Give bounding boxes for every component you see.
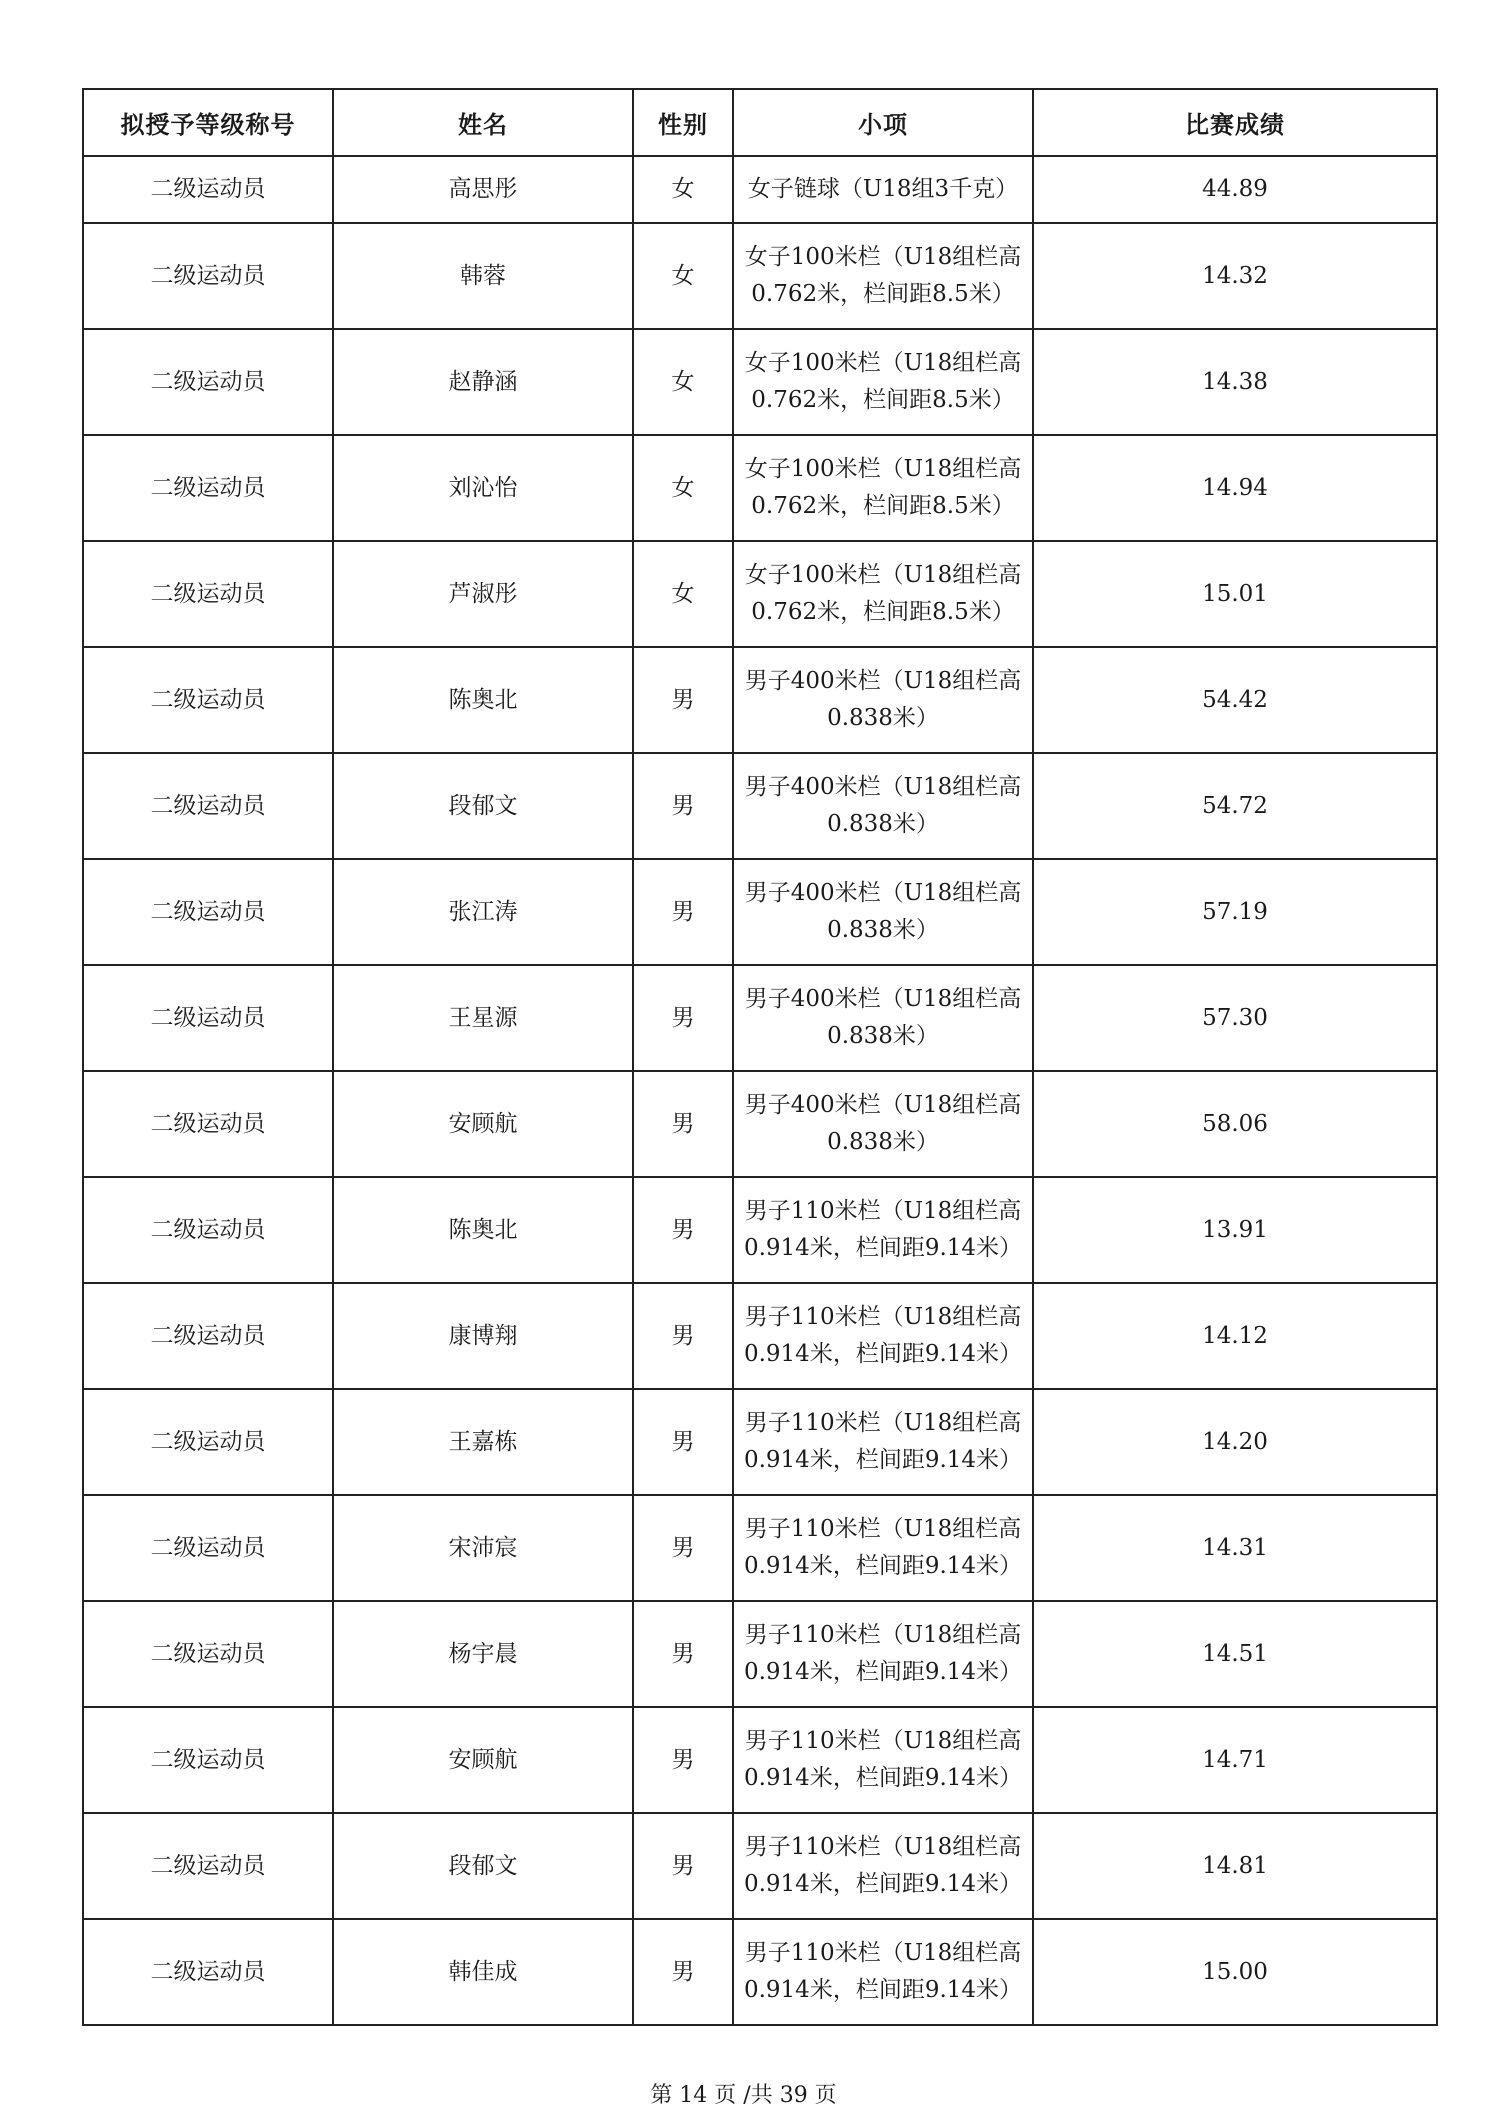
- athlete-table: [82, 88, 1438, 2026]
- event-line-2: 0.762米，栏间距8.5米）: [751, 281, 1015, 307]
- table-row: [83, 859, 1437, 965]
- header-sex: 性别: [633, 89, 733, 156]
- cell-score: 15.01: [1033, 541, 1437, 647]
- cell-sex: 女: [633, 223, 733, 329]
- header-name: 姓名: [333, 89, 633, 156]
- event-line-1: 男子400米栏（U18组栏高: [744, 880, 1022, 906]
- cell-sex: 男: [633, 859, 733, 965]
- cell-event: [733, 859, 1033, 965]
- cell-score: 15.00: [1033, 1919, 1437, 2025]
- cell-score: 44.89: [1033, 156, 1437, 223]
- event-line-2: 0.914米，栏间距9.14米）: [743, 1447, 1023, 1473]
- event-line-2: 0.838米）: [827, 1129, 939, 1155]
- event-line-2: 0.914米，栏间距9.14米）: [743, 1871, 1023, 1897]
- cell-level: 二级运动员: [83, 1071, 333, 1177]
- cell-name: 韩佳成: [333, 1919, 633, 2025]
- event-line-2: 0.762米，栏间距8.5米）: [751, 599, 1015, 625]
- table-row: [83, 647, 1437, 753]
- event-line-2: 0.914米，栏间距9.14米）: [743, 1235, 1023, 1261]
- table-row: [83, 753, 1437, 859]
- table-row: [83, 1389, 1437, 1495]
- event-line-1: 女子100米栏（U18组栏高: [744, 456, 1022, 482]
- cell-sex: 男: [633, 965, 733, 1071]
- table-row: [83, 329, 1437, 435]
- page-footer: [0, 2078, 1487, 2109]
- cell-name: 王嘉栋: [333, 1389, 633, 1495]
- header-level: 拟授予等级称号: [83, 89, 333, 156]
- cell-score: 58.06: [1033, 1071, 1437, 1177]
- event-line-2: 0.914米，栏间距9.14米）: [743, 1977, 1023, 2003]
- cell-sex: 女: [633, 156, 733, 223]
- cell-level: 二级运动员: [83, 329, 333, 435]
- cell-event: [733, 329, 1033, 435]
- cell-score: 14.94: [1033, 435, 1437, 541]
- event-line-1: 男子110米栏（U18组栏高: [744, 1516, 1022, 1542]
- event-line-1: 男子400米栏（U18组栏高: [744, 1092, 1022, 1118]
- event-line-1: 女子100米栏（U18组栏高: [744, 244, 1022, 270]
- event-line-2: 0.838米）: [827, 917, 939, 943]
- table-row: [83, 965, 1437, 1071]
- table-row: [83, 1177, 1437, 1283]
- cell-score: 54.42: [1033, 647, 1437, 753]
- cell-event: [733, 1177, 1033, 1283]
- cell-name: 高思彤: [333, 156, 633, 223]
- cell-event: [733, 156, 1033, 223]
- cell-score: 14.81: [1033, 1813, 1437, 1919]
- cell-level: 二级运动员: [83, 1495, 333, 1601]
- event-line-2: 0.838米）: [827, 811, 939, 837]
- cell-score: 57.19: [1033, 859, 1437, 965]
- cell-name: 杨宇晨: [333, 1601, 633, 1707]
- cell-level: 二级运动员: [83, 647, 333, 753]
- cell-level: 二级运动员: [83, 1389, 333, 1495]
- table-row: [83, 1707, 1437, 1813]
- cell-name: 张江涛: [333, 859, 633, 965]
- cell-score: 13.91: [1033, 1177, 1437, 1283]
- cell-name: 芦淑彤: [333, 541, 633, 647]
- cell-name: 陈奥北: [333, 647, 633, 753]
- event-line-2: 0.914米，栏间距9.14米）: [743, 1765, 1023, 1791]
- cell-name: 刘沁怡: [333, 435, 633, 541]
- header-score: 比赛成绩: [1033, 89, 1437, 156]
- cell-name: 安顾航: [333, 1707, 633, 1813]
- cell-name: 宋沛宸: [333, 1495, 633, 1601]
- table-row: [83, 156, 1437, 223]
- cell-score: 14.32: [1033, 223, 1437, 329]
- cell-score: 14.51: [1033, 1601, 1437, 1707]
- cell-sex: 男: [633, 1707, 733, 1813]
- cell-score: 57.30: [1033, 965, 1437, 1071]
- event-line-2: 0.838米）: [827, 705, 939, 731]
- event-line-1: 男子400米栏（U18组栏高: [744, 774, 1022, 800]
- cell-name: 赵静涵: [333, 329, 633, 435]
- cell-event: [733, 1283, 1033, 1389]
- cell-event: [733, 1389, 1033, 1495]
- cell-sex: 女: [633, 541, 733, 647]
- cell-sex: 男: [633, 1919, 733, 2025]
- cell-name: 韩蓉: [333, 223, 633, 329]
- page-number: 第 14 页 /共 39 页: [650, 2083, 837, 2108]
- cell-level: 二级运动员: [83, 156, 333, 223]
- table-row: [83, 1495, 1437, 1601]
- event-line-1: 男子110米栏（U18组栏高: [744, 1622, 1022, 1648]
- event-line-2: 0.914米，栏间距9.14米）: [743, 1659, 1023, 1685]
- cell-event: [733, 1601, 1033, 1707]
- table-row: [83, 435, 1437, 541]
- event-line-1: 男子400米栏（U18组栏高: [744, 668, 1022, 694]
- cell-level: 二级运动员: [83, 859, 333, 965]
- table-row: [83, 1071, 1437, 1177]
- cell-sex: 女: [633, 435, 733, 541]
- event-line-2: 0.762米，栏间距8.5米）: [751, 493, 1015, 519]
- cell-name: 段郁文: [333, 1813, 633, 1919]
- cell-event: [733, 223, 1033, 329]
- table-row: [83, 1813, 1437, 1919]
- cell-level: 二级运动员: [83, 1919, 333, 2025]
- cell-event: [733, 1495, 1033, 1601]
- table-row: [83, 1601, 1437, 1707]
- event-line-2: 0.914米，栏间距9.14米）: [743, 1553, 1023, 1579]
- event-line-1: 男子110米栏（U18组栏高: [744, 1728, 1022, 1754]
- cell-sex: 男: [633, 647, 733, 753]
- cell-event: [733, 1707, 1033, 1813]
- event-line-1: 男子110米栏（U18组栏高: [744, 1304, 1022, 1330]
- cell-name: 陈奥北: [333, 1177, 633, 1283]
- cell-sex: 男: [633, 1071, 733, 1177]
- event-line-1: 男子110米栏（U18组栏高: [744, 1198, 1022, 1224]
- cell-name: 王星源: [333, 965, 633, 1071]
- cell-sex: 男: [633, 1495, 733, 1601]
- cell-level: 二级运动员: [83, 1177, 333, 1283]
- table-row: [83, 1283, 1437, 1389]
- cell-level: 二级运动员: [83, 965, 333, 1071]
- cell-level: 二级运动员: [83, 435, 333, 541]
- cell-sex: 女: [633, 329, 733, 435]
- cell-level: 二级运动员: [83, 223, 333, 329]
- cell-name: 安顾航: [333, 1071, 633, 1177]
- event-line-2: 0.838米）: [827, 1023, 939, 1049]
- table-body: [83, 156, 1437, 2025]
- cell-sex: 男: [633, 1177, 733, 1283]
- cell-score: 14.71: [1033, 1707, 1437, 1813]
- cell-name: 段郁文: [333, 753, 633, 859]
- cell-level: 二级运动员: [83, 1601, 333, 1707]
- event-line-2: 0.762米，栏间距8.5米）: [751, 387, 1015, 413]
- cell-event: [733, 435, 1033, 541]
- cell-sex: 男: [633, 1389, 733, 1495]
- cell-name: 康博翔: [333, 1283, 633, 1389]
- cell-event: [733, 1813, 1033, 1919]
- cell-event: [733, 965, 1033, 1071]
- table-row: [83, 1919, 1437, 2025]
- event-line-1: 男子110米栏（U18组栏高: [744, 1940, 1022, 1966]
- cell-event: [733, 1919, 1033, 2025]
- cell-level: 二级运动员: [83, 541, 333, 647]
- event-line-2: 0.914米，栏间距9.14米）: [743, 1341, 1023, 1367]
- cell-score: 14.20: [1033, 1389, 1437, 1495]
- cell-sex: 男: [633, 1283, 733, 1389]
- cell-score: 54.72: [1033, 753, 1437, 859]
- table-row: [83, 223, 1437, 329]
- cell-sex: 男: [633, 753, 733, 859]
- cell-score: 14.12: [1033, 1283, 1437, 1389]
- cell-score: 14.31: [1033, 1495, 1437, 1601]
- event-line-1: 男子110米栏（U18组栏高: [744, 1410, 1022, 1436]
- event-line-1: 女子100米栏（U18组栏高: [744, 562, 1022, 588]
- cell-event: [733, 1071, 1033, 1177]
- cell-event: [733, 647, 1033, 753]
- cell-level: 二级运动员: [83, 1283, 333, 1389]
- event-line-1: 女子100米栏（U18组栏高: [744, 350, 1022, 376]
- event-line-1: 男子400米栏（U18组栏高: [744, 986, 1022, 1012]
- event-line-1: 男子110米栏（U18组栏高: [744, 1834, 1022, 1860]
- cell-level: 二级运动员: [83, 1707, 333, 1813]
- header-event: 小项: [733, 89, 1033, 156]
- table-header-row: [83, 89, 1437, 156]
- cell-event: [733, 541, 1033, 647]
- cell-score: 14.38: [1033, 329, 1437, 435]
- cell-level: 二级运动员: [83, 753, 333, 859]
- cell-level: 二级运动员: [83, 1813, 333, 1919]
- cell-sex: 男: [633, 1601, 733, 1707]
- cell-event: [733, 753, 1033, 859]
- table-row: [83, 541, 1437, 647]
- cell-sex: 男: [633, 1813, 733, 1919]
- event-line-1: 女子链球（U18组3千克）: [747, 176, 1019, 202]
